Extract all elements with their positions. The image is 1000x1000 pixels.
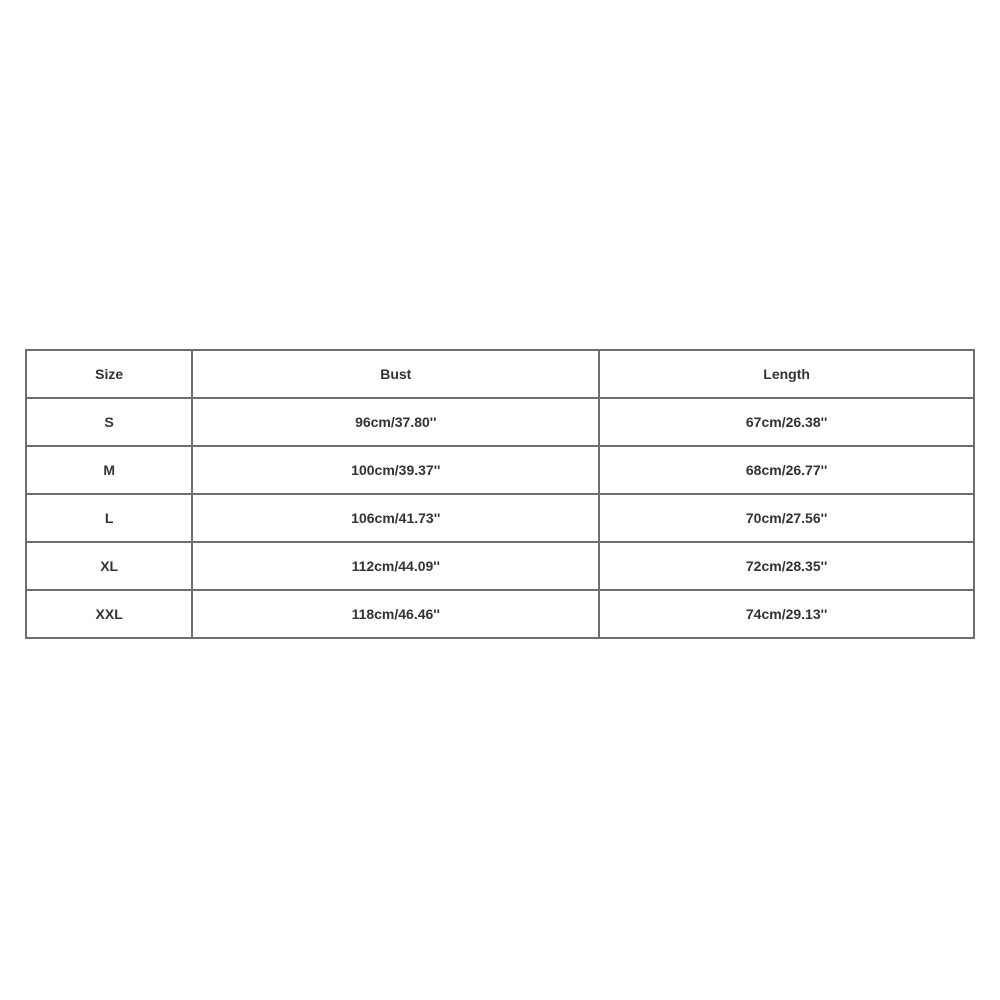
size-cell: XL [26, 542, 192, 590]
size-cell: M [26, 446, 192, 494]
header-length: Length [599, 350, 974, 398]
length-cell: 70cm/27.56'' [599, 494, 974, 542]
table-row [26, 590, 974, 638]
table-row [26, 494, 974, 542]
table-row [26, 398, 974, 446]
table-row [26, 542, 974, 590]
size-cell: L [26, 494, 192, 542]
size-cell: S [26, 398, 192, 446]
bust-cell: 118cm/46.46'' [192, 590, 599, 638]
header-bust: Bust [192, 350, 599, 398]
length-cell: 67cm/26.38'' [599, 398, 974, 446]
bust-cell: 96cm/37.80'' [192, 398, 599, 446]
length-cell: 72cm/28.35'' [599, 542, 974, 590]
table-header-row [26, 350, 974, 398]
length-cell: 74cm/29.13'' [599, 590, 974, 638]
bust-cell: 106cm/41.73'' [192, 494, 599, 542]
bust-cell: 100cm/39.37'' [192, 446, 599, 494]
size-cell: XXL [26, 590, 192, 638]
size-chart-table [25, 349, 975, 639]
length-cell: 68cm/26.77'' [599, 446, 974, 494]
header-size: Size [26, 350, 192, 398]
bust-cell: 112cm/44.09'' [192, 542, 599, 590]
table-row [26, 446, 974, 494]
